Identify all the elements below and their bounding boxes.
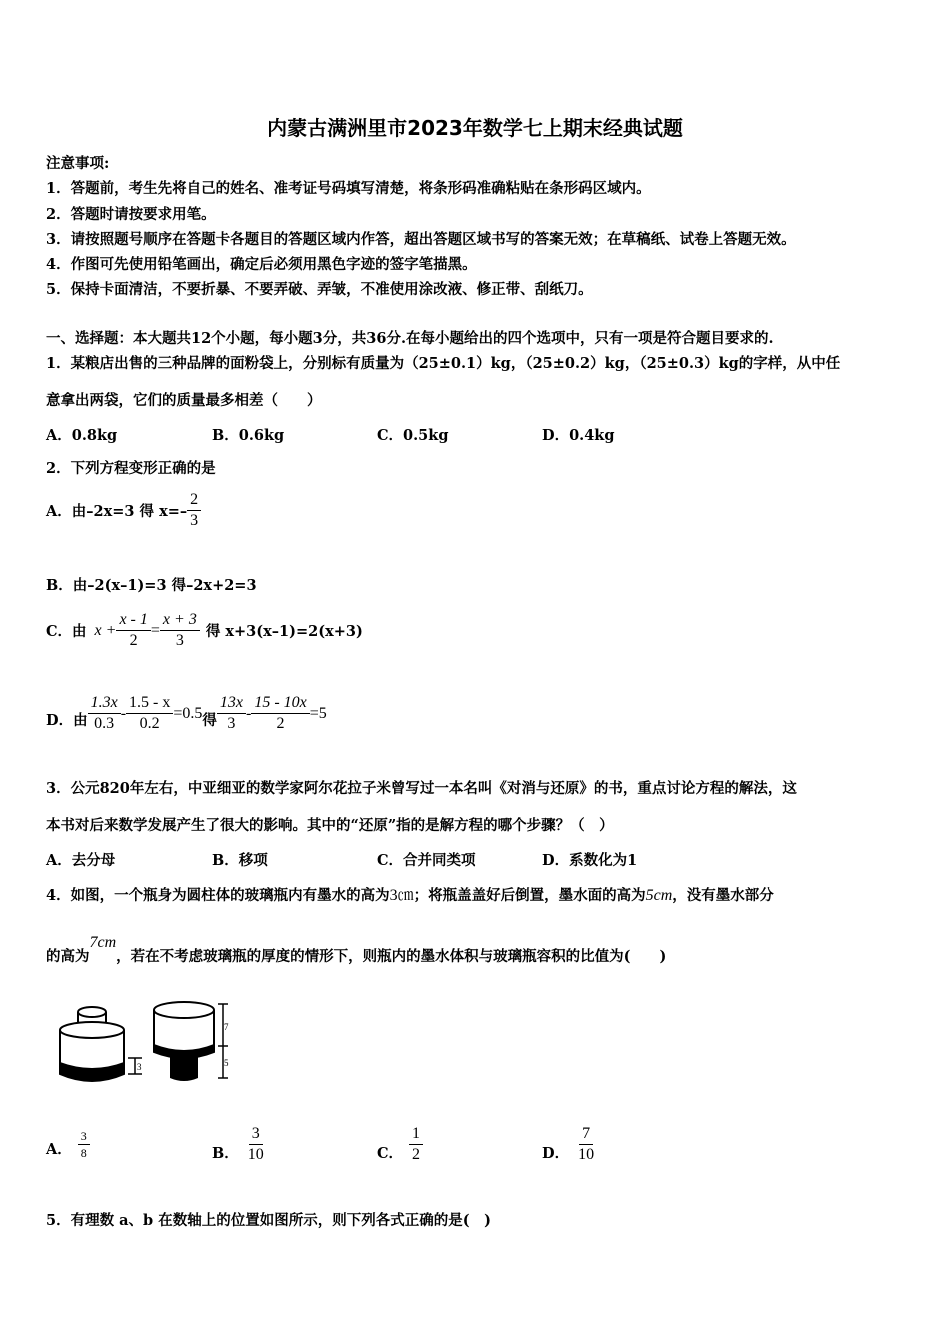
note-item: 5．保持卡面清洁，不要折暴、不要弄破、弄皱，不准使用涂改液、修正带、刮纸刀。 bbox=[46, 281, 593, 298]
fraction: $\frac{x - 1}{2}$ bbox=[116, 610, 150, 651]
fraction: $\frac{2}{3}$ bbox=[187, 490, 201, 531]
fraction: $\frac{1}{2}$ bbox=[409, 1124, 423, 1165]
q4-line2: 的高为7cm，若在不考虑玻璃瓶的厚度的情形下，则瓶内的墨水体积与玻璃瓶容积的比值为( ) bbox=[46, 934, 667, 965]
fraction: $\frac{3}{8}$ bbox=[78, 1128, 90, 1161]
q2-a-label: A．由–2x=3 得 x=– bbox=[46, 503, 188, 520]
q3-option-d: D．系数化为1 bbox=[542, 852, 638, 869]
fig-label-left: 3 bbox=[137, 1062, 142, 1072]
fraction: $\frac{13x}{3}$ bbox=[217, 693, 246, 734]
q1-option-b: B．0.6kg bbox=[212, 427, 285, 444]
q4-option-c: C． $\frac{1}{2}$ bbox=[377, 1124, 423, 1165]
q4-line1: 4．如图，一个瓶身为圆柱体的玻璃瓶内有墨水的高为3㎝；将瓶盖盖好后倒置，墨水面的高为5cm，没有墨水部分 bbox=[46, 887, 774, 904]
fraction: $\frac{3}{10}$ bbox=[247, 1125, 264, 1163]
q1-line1: 1．某粮店出售的三种品牌的面粉袋上，分别标有质量为（25±0.1）kg，（25±0.2）kg，（25±0.3）kg的字样，从中任 bbox=[46, 355, 841, 372]
q4-option-a: A． $\frac{3}{8}$ bbox=[46, 1128, 90, 1161]
bottle-figure bbox=[52, 996, 242, 1088]
fig-label-right-bottom: 5 bbox=[224, 1058, 229, 1068]
q3-option-c: C．合并同类项 bbox=[377, 852, 476, 869]
q1-option-a: A．0.8kg bbox=[46, 427, 118, 444]
q1-option-d: D．0.4kg bbox=[542, 427, 615, 444]
q2-option-b: B．由–2(x–1)=3 得–2x+2=3 bbox=[46, 577, 257, 594]
note-item: 3．请按照题号顺序在答题卡各题目的答题区域内作答，超出答题区域书写的答案无效；在草稿纸、试卷上答题无效。 bbox=[46, 231, 796, 248]
q1-option-c: C．0.5kg bbox=[377, 427, 449, 444]
q2-option-a bbox=[46, 490, 201, 531]
fraction: $\frac{1.3x}{0.3}$ bbox=[88, 693, 121, 734]
q4-option-b: B． $\frac{3}{10}$ bbox=[212, 1124, 267, 1165]
q3-option-b: B．移项 bbox=[212, 852, 268, 869]
q5-stem: 5．有理数 a、b 在数轴上的位置如图所示，则下列各式正确的是( ) bbox=[46, 1212, 491, 1229]
note-item: 2．答题时请按要求用笔。 bbox=[46, 206, 216, 223]
page-title: 内蒙古满洲里市2023年数学七上期末经典试题 bbox=[267, 116, 683, 140]
q2-stem: 2．下列方程变形正确的是 bbox=[46, 460, 216, 477]
note-item: 4．作图可先使用铅笔画出，确定后必须用黑色字迹的签字笔描黑。 bbox=[46, 256, 477, 273]
fraction: $\frac{1.5 - x}{0.2}$ bbox=[126, 693, 173, 734]
q2-c-label: C．由 bbox=[46, 623, 87, 640]
fraction: $\frac{7}{10}$ bbox=[578, 1125, 595, 1163]
note-item: 1．答题前，考生先将自己的姓名、准考证号码填写清楚，将条形码准确粘贴在条形码区域内。 bbox=[46, 180, 651, 197]
q1-line2: 意拿出两袋，它们的质量最多相差（ ） bbox=[46, 392, 322, 409]
q3-option-a: A．去分母 bbox=[46, 852, 116, 869]
q3-line1: 3．公元820年左右，中亚细亚的数学家阿尔花拉子米曾写过一本名叫《对消与还原》的书，重点讨论方程的解法，这 bbox=[46, 780, 797, 797]
section-heading: 一、选择题：本大题共12个小题，每小题3分，共36分.在每小题给出的四个选项中，只有一项是符合题目要求的. bbox=[46, 330, 774, 347]
q2-option-c: C．由 x + $\frac{x - 1}{2}$ = $\frac{x + 3}{3}$ 得 x+3(x–1)=2(x+3) bbox=[46, 611, 363, 649]
q3-line2: 本书对后来数学发展产生了很大的影响。其中的“还原”指的是解方程的哪个步骤？（ ） bbox=[46, 817, 614, 834]
notes-heading: 注意事项: bbox=[46, 155, 110, 172]
fraction: $\frac{15 - 10x}{2}$ bbox=[251, 693, 309, 734]
fig-label-right-top: 7 bbox=[224, 1022, 229, 1032]
fraction: $\frac{x + 3}{3}$ bbox=[160, 610, 200, 651]
q4-option-d: D． $\frac{7}{10}$ bbox=[542, 1124, 597, 1165]
q2-option-d: D．由 $\frac{1.3x}{0.3}$ - $\frac{1.5 - x}{0.2}$ =0.5 得 $\frac{13x}{3}$ - $\frac{15 - 10x}{2}$ =5 bbox=[46, 694, 327, 732]
